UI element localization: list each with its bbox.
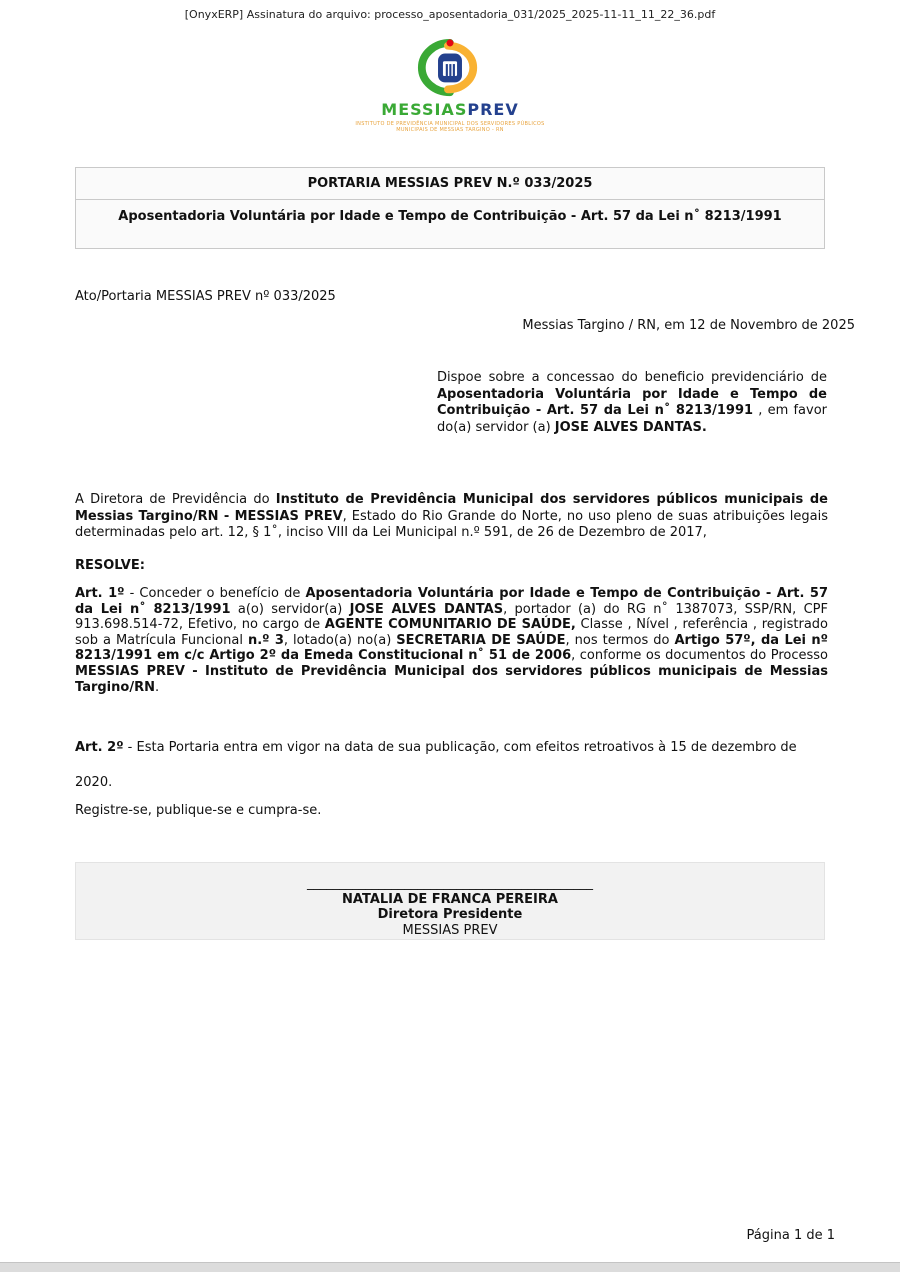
- preamble-paragraph: A Diretora de Previdência do Instituto de Previdência Municipal dos servidores públicos municipais de Messias Targino/RN - MESSIAS PREV, Estado do Rio Grande do Norte, no uso pleno de suas atribuições legais determinadas pelo art. 12, § 1˚, inciso VIII da Lei Municipal n.º 591, de 26 de Dezembro de 2017,: [75, 492, 829, 540]
- resolve-heading: RESOLVE:: [75, 558, 145, 573]
- title-box: [75, 167, 825, 249]
- article-2-paragraph: Art. 2º - Esta Portaria entra em vigor na data de sua publicação, com efeitos retroativos à 15 de dezembro de: [75, 740, 797, 755]
- page-number: Página 1 de 1: [746, 1228, 835, 1243]
- messiasprev-logo: [0, 38, 900, 134]
- logo-subtitle-line1: INSTITUTO DE PREVIDÊNCIA MUNICIPAL DOS SERVIDORES PÚBLICOS: [355, 120, 545, 127]
- page-bottom-edge: [0, 1262, 900, 1272]
- logo-wordmark: [381, 101, 518, 119]
- pdf-header-filename: [OnyxERP] Assinatura do arquivo: processo_aposentadoria_031/2025_2025-11-11_11_22_36.pdf: [184, 8, 716, 21]
- article-2-year: 2020.: [75, 775, 113, 790]
- summary-paragraph: Dispoe sobre a concessao do beneficio previdenciário de Aposentadoria Voluntária por Idade e Tempo de Contribuição - Art. 57 da Lei n˚ 8213/1991 , em favor do(a) servidor (a) JOSE ALVES DANTAS.: [437, 370, 827, 435]
- article-1-paragraph: Art. 1º - Conceder o benefício de Aposentadoria Voluntária por Idade e Tempo de Contribuição - Art. 57 da Lei n˚ 8213/1991 a(o) servidor(a) JOSE ALVES DANTAS, portador (a) do RG n˚ 1387073, SSP/RN, CPF 913.698.514-72, Efetivo, no cargo de AGENTE COMUNITARIO DE SAÚDE, Classe , Nível , referência , registrado sob a Matrícula Funcional n.º 3, lotado(a) no(a) SECRETARIA DE SAÚDE, nos termos do Artigo 57º, da Lei nº 8213/1991 em c/c Artigo 2º da Emeda Constitucional n˚ 51 de 2006, conforme os documentos do Processo MESSIAS PREV - Instituto de Previdência Municipal dos servidores públicos municipais de Messias Targino/RN.: [75, 586, 829, 695]
- signature-rule-line: ____________________________________________: [307, 876, 593, 891]
- signature-block: [75, 862, 825, 940]
- title-line-1: PORTARIA MESSIAS PREV N.º 033/2025: [76, 168, 824, 200]
- title-line-2: Aposentadoria Voluntária por Idade e Tempo de Contribuição - Art. 57 da Lei n˚ 8213/1991: [118, 209, 782, 224]
- logo-subtitle-line2: MUNICIPAIS DE MESSIAS TARGINO - RN: [396, 127, 504, 134]
- closing-line: Registre-se, publique-se e cumpra-se.: [75, 803, 322, 818]
- signatory-role: Diretora Presidente: [377, 907, 523, 922]
- logo-wordmark-messias: MESSIAS: [381, 100, 468, 119]
- logo-emblem-icon: [406, 38, 494, 100]
- act-number-line: Ato/Portaria MESSIAS PREV nº 033/2025: [75, 289, 336, 304]
- logo-wordmark-prev: PREV: [467, 100, 519, 119]
- signatory-name: NATALIA DE FRANCA PEREIRA: [342, 891, 558, 907]
- place-date-line: Messias Targino / RN, em 12 de Novembro de 2025: [522, 318, 855, 333]
- logo-subtitle: [355, 121, 544, 134]
- signatory-organization: MESSIAS PREV: [402, 922, 498, 938]
